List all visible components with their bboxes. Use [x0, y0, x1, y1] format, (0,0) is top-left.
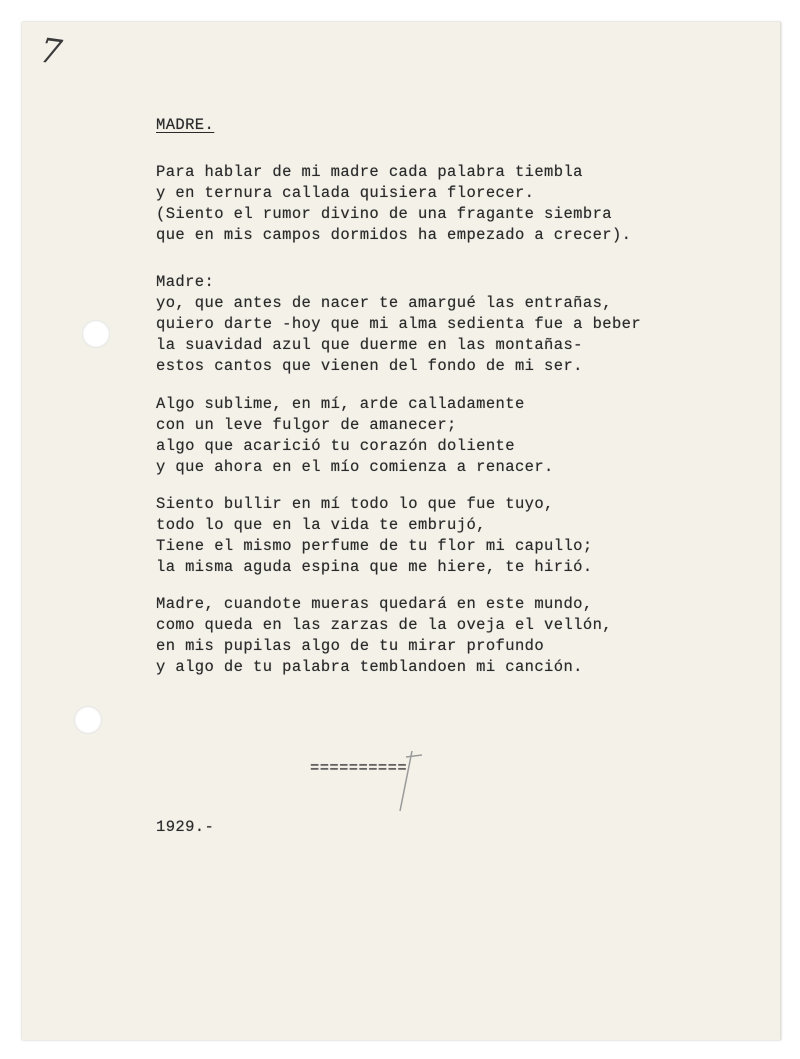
poem-line: Tiene el mismo perfume de tu flor mi capullo; [156, 537, 593, 555]
punch-hole-bottom [74, 706, 102, 734]
poem-line: con un leve fulgor de amanecer; [156, 416, 457, 434]
poem-line: Siento bullir en mí todo lo que fue tuyo, [156, 495, 554, 513]
poem-line: y que ahora en el mío comienza a renacer. [156, 458, 554, 476]
poem-line: como queda en las zarzas de la oveja el vellón, [156, 616, 612, 634]
poem-line: y en ternura callada quisiera florecer. [156, 184, 535, 202]
poem-line: algo que acarició tu corazón doliente [156, 437, 515, 455]
stanza-2 [156, 272, 641, 377]
punch-hole-top [82, 320, 110, 348]
poem-line: la misma aguda espina que me hiere, te hirió. [156, 558, 593, 576]
poem-line: Algo sublime, en mí, arde calladamente [156, 395, 525, 413]
poem-line: todo lo que en la vida te embrujó, [156, 516, 486, 534]
poem-date: 1929.- [156, 818, 215, 836]
stanza-1 [156, 162, 631, 246]
folio-number: 7 [37, 30, 65, 74]
poem-line: la suavidad azul que duerme en las montañas- [156, 336, 583, 354]
poem-line: y algo de tu palabra temblandoen mi canción. [156, 658, 583, 676]
pencil-mark [392, 747, 432, 817]
poem-line: estos cantos que vienen del fondo de mi ser. [156, 357, 583, 375]
separator-line: ========== [310, 759, 408, 777]
stanza-3 [156, 394, 554, 478]
stanza-5 [156, 594, 612, 678]
poem-title: MADRE. [156, 116, 215, 134]
poem-line: Madre: [156, 273, 215, 291]
poem-line: que en mis campos dormidos ha empezado a crecer). [156, 226, 632, 244]
poem-line: Madre, cuandote mueras quedará en este mundo, [156, 595, 593, 613]
stanza-4 [156, 494, 593, 578]
poem-line: Para hablar de mi madre cada palabra tiembla [156, 163, 583, 181]
poem-line: quiero darte -hoy que mi alma sedienta fue a beber [156, 315, 642, 333]
typewritten-page [22, 22, 781, 1040]
poem-line: en mis pupilas algo de tu mirar profundo [156, 637, 545, 655]
poem-line: (Siento el rumor divino de una fragante siembra [156, 205, 612, 223]
poem-line: yo, que antes de nacer te amargué las entrañas, [156, 294, 612, 312]
